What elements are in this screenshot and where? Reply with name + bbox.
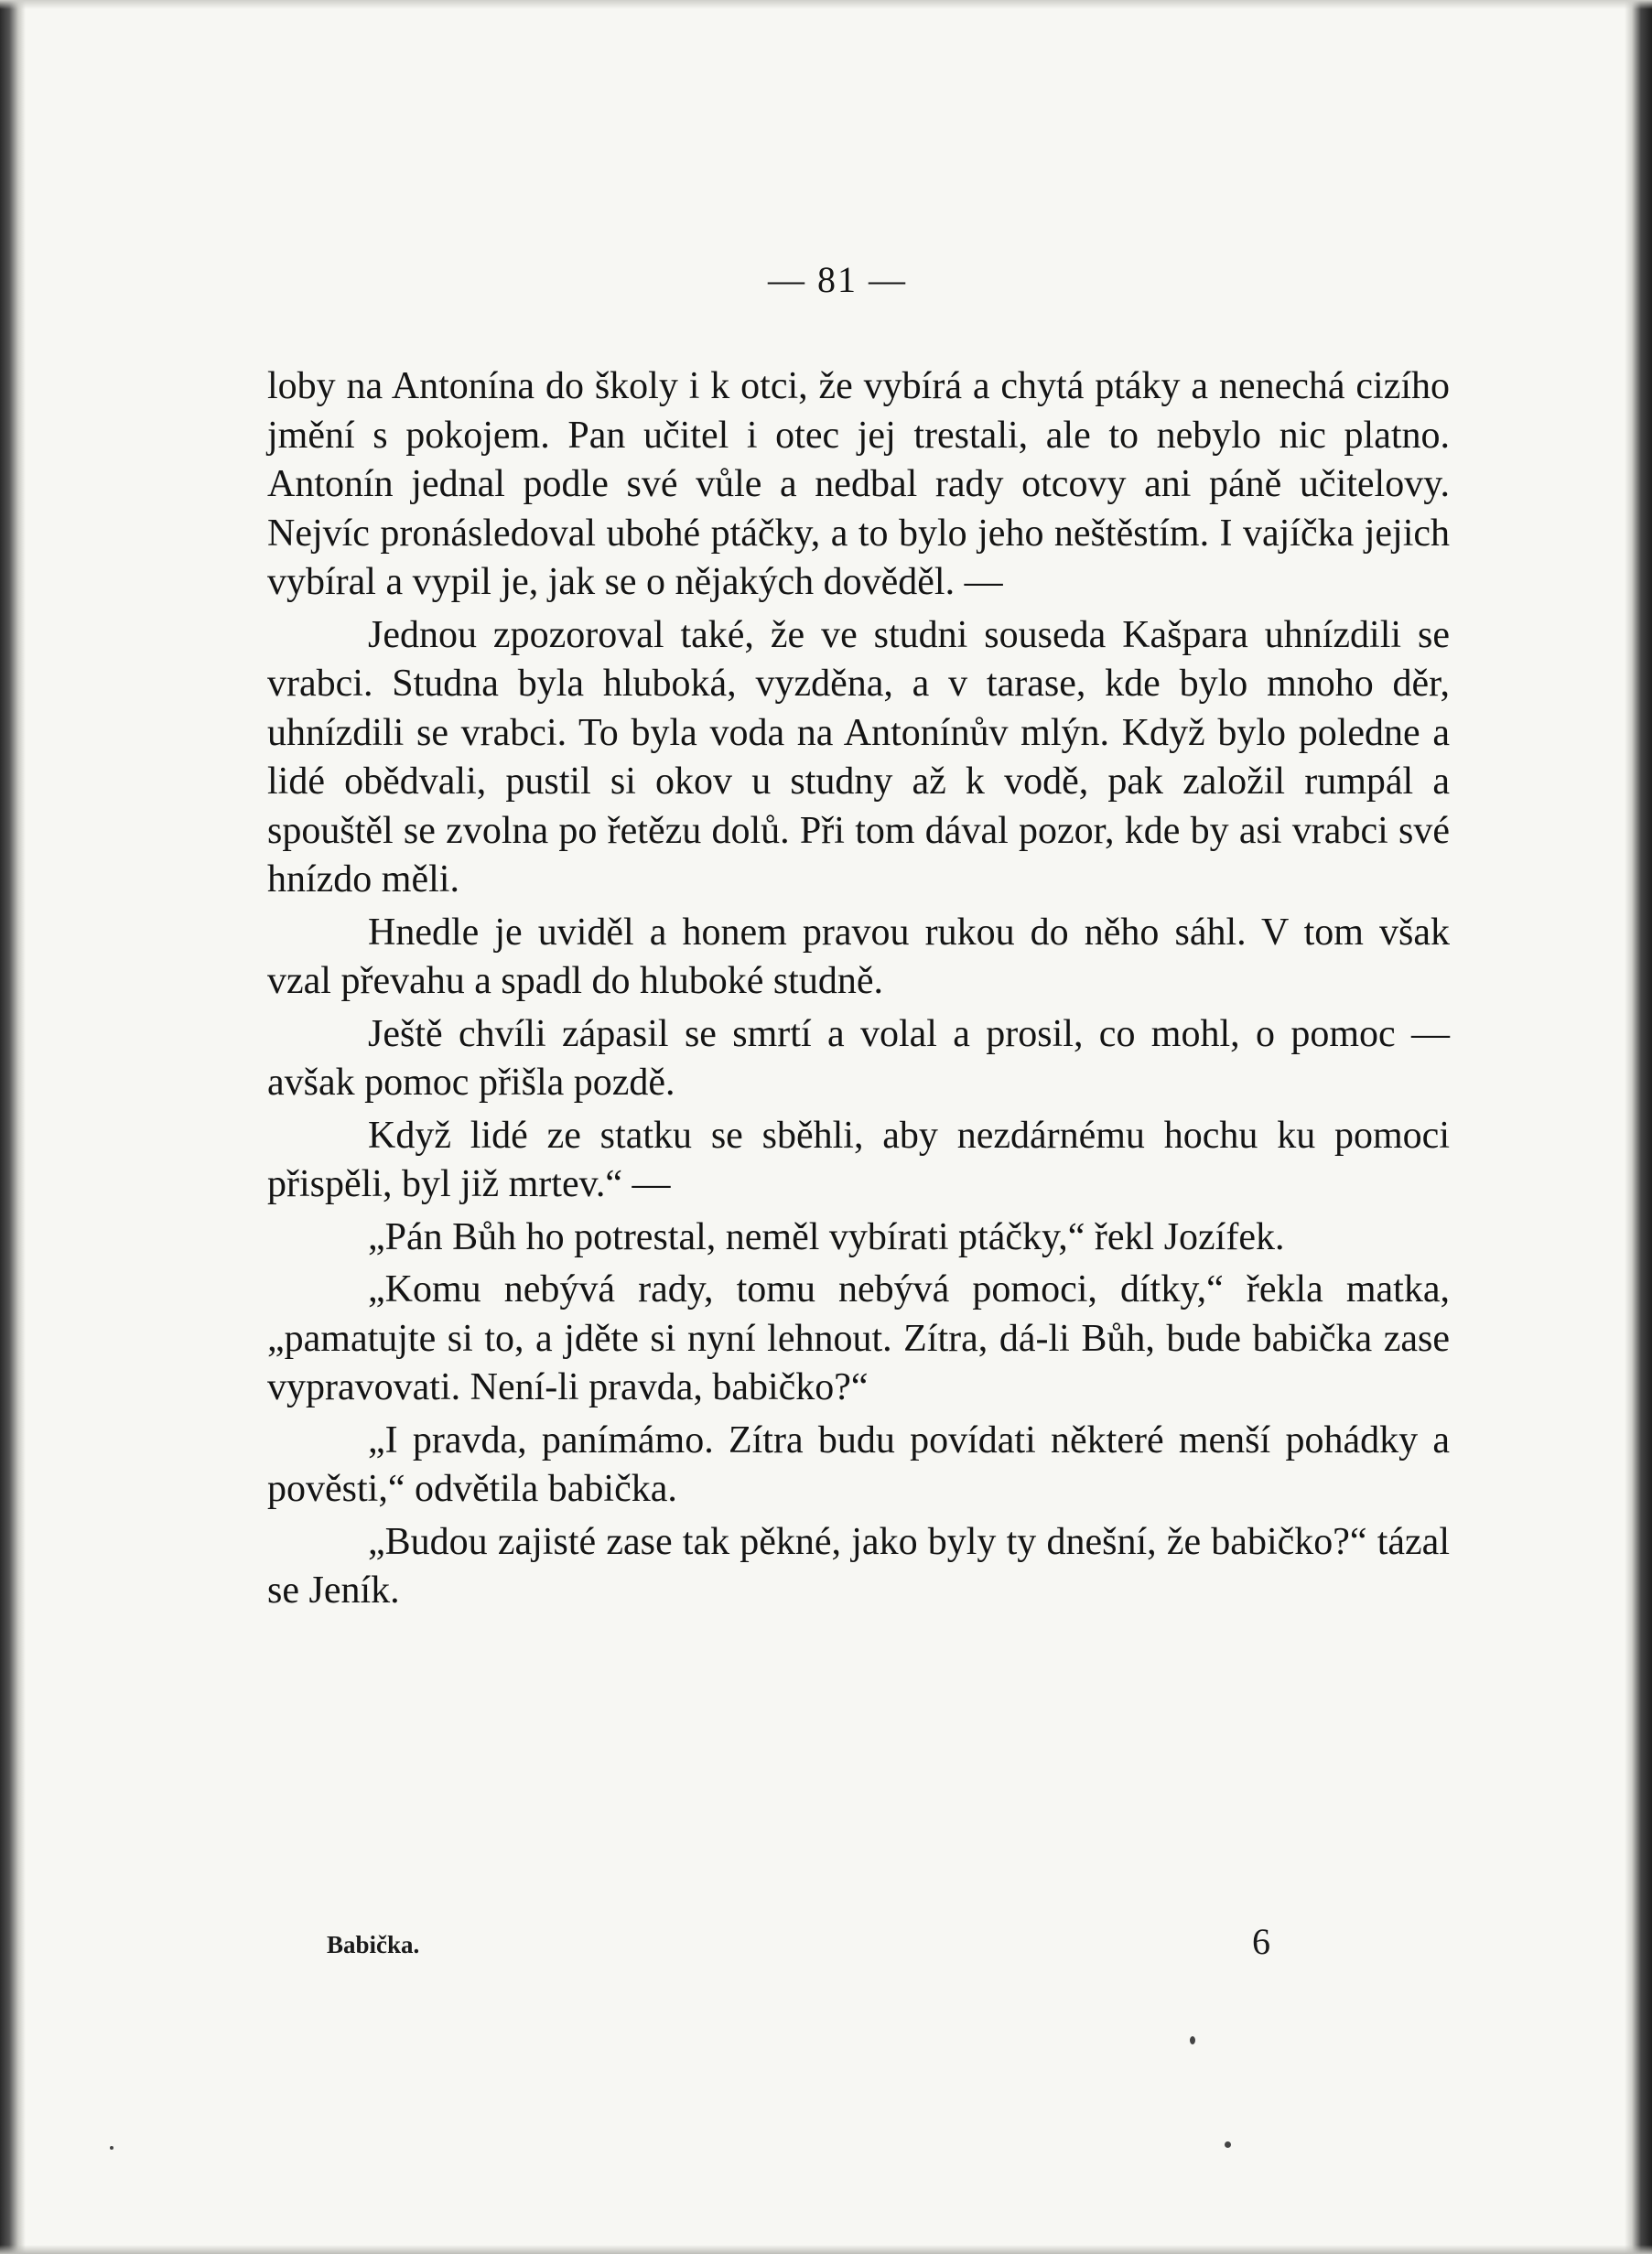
scan-speck — [110, 2146, 113, 2150]
paragraph: „Komu nebývá rady, tomu nebývá pomoci, dítky,“ řekla matka, „pamatujte si to, a jděte si nyní lehnout. Zítra, dá-li Bůh, bude babička zase vypravovati. Není-li pravda, babičko?“ — [267, 1268, 1450, 1408]
scan-speck — [1225, 2141, 1231, 2148]
paragraph: Jednou zpozoroval také, že ve studni souseda Kašpara uhnízdili se vrabci. Studna byla hluboká, vyzděna, a v tarase, kde bylo mnoho děr, uhnízdili se vrabci. To byla voda na Antonínův mlýn. Když bylo poledne a lidé obědvali, pustil si okov u studny až k vodě, pak založil rumpál a spouštěl se zvolna po řetězu dolů. Při tom dával pozor, kde by asi vrabci své hnízdo měli. — [267, 613, 1450, 901]
signature-mark: Babička. — [327, 1931, 420, 1958]
scan-edge-top — [0, 0, 1652, 9]
paragraph: „Pán Bůh ho potrestal, neměl vybírati ptáčky,“ řekl Jozífek. — [368, 1215, 1285, 1258]
scan-edge-bottom — [0, 2245, 1652, 2254]
paragraph: Hnedle je uviděl a honem pravou rukou do něho sáhl. V tom však vzal převahu a spadl do hluboké studně. — [267, 911, 1450, 1002]
body-text — [267, 362, 1450, 1616]
sheet-number: 6 — [1252, 1921, 1270, 1962]
page-number: — 81 — — [768, 259, 907, 300]
scan-edge-right — [1625, 0, 1652, 2254]
paragraph: Ještě chvíli zápasil se smrtí a volal a prosil, co mohl, o pomoc — avšak pomoc přišla pozdě. — [267, 1012, 1450, 1104]
paragraph: loby na Antonína do školy i k otci, že vybírá a chytá ptáky a nenechá cizího jmění s pokojem. Pan učitel i otec jej trestali, ale to nebylo nic platno. Antonín jednal podle své vůle a nedbal rady otcovy ani páně učitelovy. Nejvíc pronásledoval ubohé ptáčky, a to bylo jeho neštěstím. I vajíčka jejich vybíral a vypil je, jak se o nějakých dověděl. — — [267, 365, 1450, 603]
scan-edge-left — [0, 0, 26, 2254]
paragraph: „I pravda, panímámo. Zítra budu povídati některé menší pohádky a pověsti,“ odvětila babička. — [267, 1418, 1450, 1510]
paragraph: „Budou zajisté zase tak pěkné, jako byly ty dnešní, že babičko?“ tázal se Jeník. — [267, 1520, 1450, 1612]
paragraph: Když lidé ze statku se sběhli, aby nezdárnému hochu ku pomoci přispěli, byl již mrtev.“ — — [267, 1114, 1450, 1205]
scan-speck — [1190, 2036, 1195, 2044]
